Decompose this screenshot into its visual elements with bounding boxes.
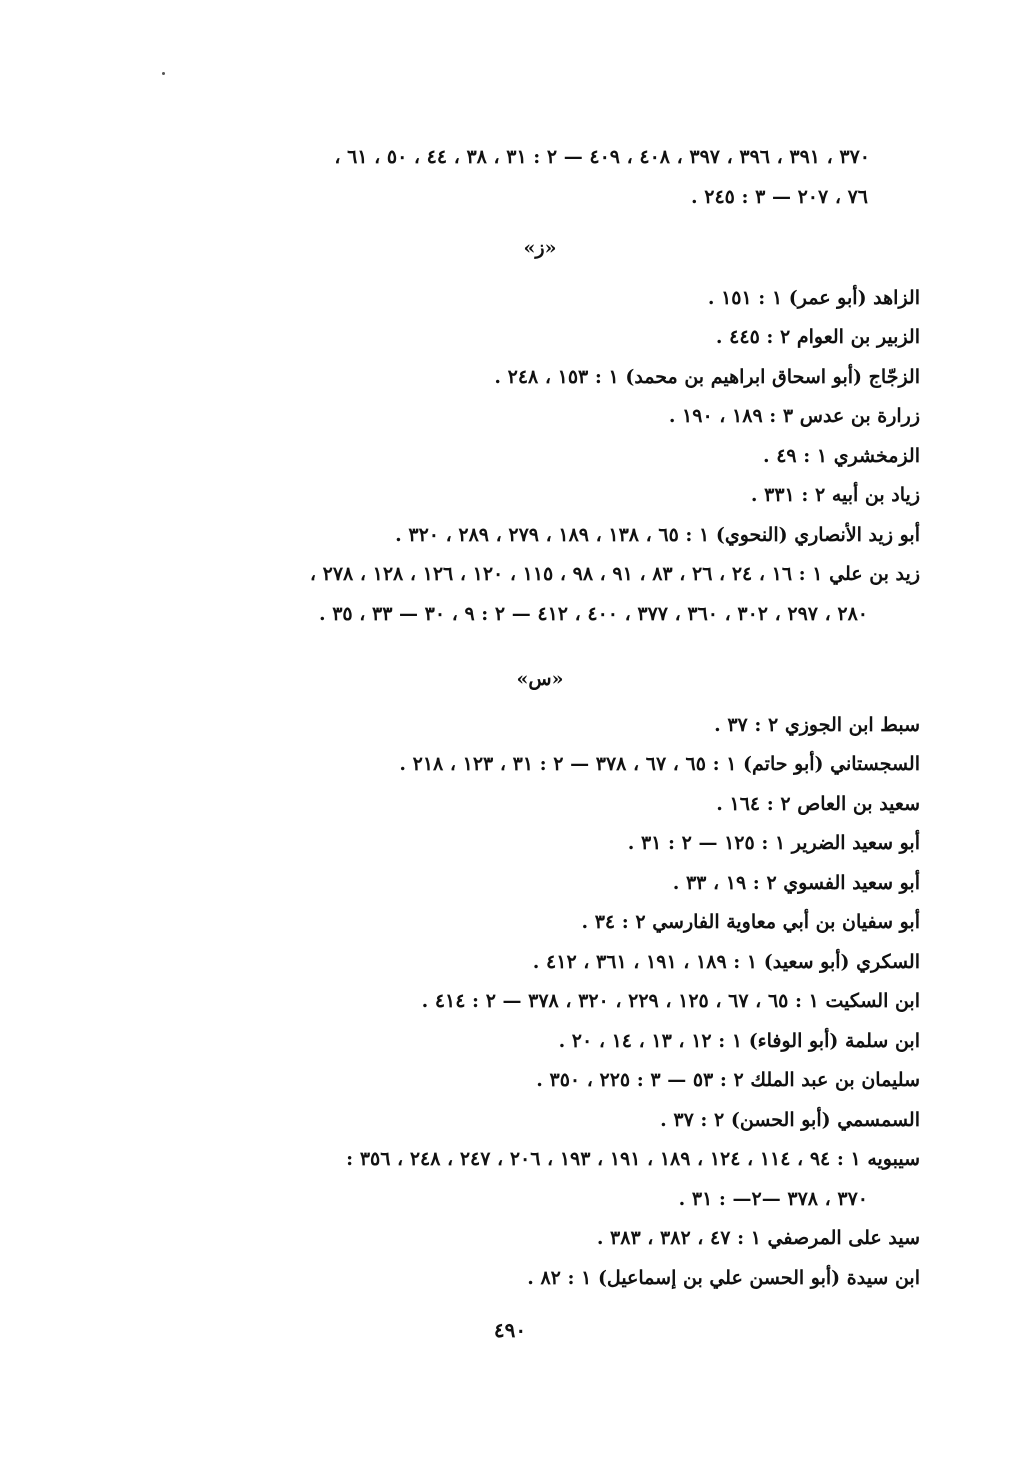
index-page-body	[160, 138, 920, 1298]
index-entry: زرارة بن عدس ٣ : ١٨٩ ، ١٩٠ .	[668, 405, 920, 427]
index-entry: السمسمي (أبو الحسن) ٢ : ٣٧ .	[660, 1108, 920, 1131]
index-entry: سبط ابن الجوزي ٢ : ٣٧ .	[714, 713, 920, 736]
continuation-line-1: ٣٧٠ ، ٣٩١ ، ٣٩٦ ، ٣٩٧ ، ٤٠٨ ، ٤٠٩ — ٢ : ٣١ ، ٣٨ ، ٤٤ ، ٥٠ ، ٦١ ،	[334, 146, 870, 168]
index-entry-zayd-line-1: زيد بن علي ١ : ١٦ ، ٢٤ ، ٢٦ ، ٨٣ ، ٩١ ، ٩٨ ، ١١٥ ، ١٢٠ ، ١٢٦ ، ١٢٨ ، ٢٧٨ ،	[309, 563, 920, 585]
index-entry-sibawayh-line-2: ٣٧٠ ، ٣٧٨ —٢— : ٣١ .	[678, 1187, 868, 1210]
index-entry: السكري (أبو سعيد) ١ : ١٨٩ ، ١٩١ ، ٣٦١ ، ٤١٢ .	[532, 950, 920, 973]
index-entry: الزجّاج (أبو اسحاق ابراهيم بن محمد) ١ : ١٥٣ ، ٢٤٨ .	[494, 365, 920, 388]
index-entry: ابن سيدة (أبو الحسن علي بن إسماعيل) ١ : ٨٢ .	[527, 1266, 920, 1289]
index-entry: الزمخشري ١ : ٤٩ .	[762, 444, 920, 467]
index-entry: أبو سفيان بن أبي معاوية الفارسي ٢ : ٣٤ .	[581, 911, 920, 933]
index-entry: زياد بن أبيه ٢ : ٣٣١ .	[750, 484, 920, 506]
index-entry: ابن سلمة (أبو الوفاء) ١ : ١٢ ، ١٣ ، ١٤ ، ٢٠ .	[558, 1029, 920, 1052]
section-heading-sin: «س»	[516, 668, 564, 690]
index-entry: سعيد بن العاص ٢ : ١٦٤ .	[716, 792, 920, 815]
index-entry: سليمان بن عبد الملك ٢ : ٥٣ — ٣ : ٢٢٥ ، ٣٥٠ .	[536, 1069, 920, 1091]
scan-speck	[162, 72, 165, 75]
index-entry: الزبير بن العوام ٢ : ٤٤٥ .	[715, 326, 920, 348]
index-entry: السجستاني (أبو حاتم) ١ : ٦٥ ، ٦٧ ، ٣٧٨ — ٢ : ٣١ ، ١٢٣ ، ٢١٨ .	[399, 753, 920, 775]
continuation-line-2: ٧٦ ، ٢٠٧ — ٣ : ٢٤٥ .	[691, 185, 868, 208]
index-entry-zayd-line-2: ٢٨٠ ، ٢٩٧ ، ٣٠٢ ، ٣٦٠ ، ٣٧٧ ، ٤٠٠ ، ٤١٢ — ٢ : ٩ ، ٣٠ — ٣٣ ، ٣٥ .	[318, 602, 868, 625]
index-entry-sibawayh-line-1: سيبويه ١ : ٩٤ ، ١١٤ ، ١٢٤ ، ١٨٩ ، ١٩١ ، ١٩٣ ، ٢٠٦ ، ٢٤٧ ، ٢٤٨ ، ٣٥٦ :	[346, 1148, 920, 1170]
index-entry: ابن السكيت ١ : ٦٥ ، ٦٧ ، ١٢٥ ، ٢٢٩ ، ٣٢٠ ، ٣٧٨ — ٢ : ٤١٤ .	[421, 990, 920, 1012]
index-entry: الزاهد (أبو عمر) ١ : ١٥١ .	[707, 286, 920, 309]
index-entry: أبو زيد الأنصاري (النحوي) ١ : ٦٥ ، ١٣٨ ، ١٨٩ ، ٢٧٩ ، ٢٨٩ ، ٣٢٠ .	[395, 523, 920, 546]
section-heading-zay: «ز»	[523, 237, 557, 259]
index-entry: سيد على المرصفي ١ : ٤٧ ، ٣٨٢ ، ٣٨٣ .	[596, 1227, 920, 1249]
index-entry: أبو سعيد الفسوي ٢ : ١٩ ، ٣٣ .	[672, 871, 920, 894]
index-entry: أبو سعيد الضرير ١ : ١٢٥ — ٢ : ٣١ .	[627, 832, 920, 854]
page-number: ٤٩٠	[493, 1318, 527, 1342]
